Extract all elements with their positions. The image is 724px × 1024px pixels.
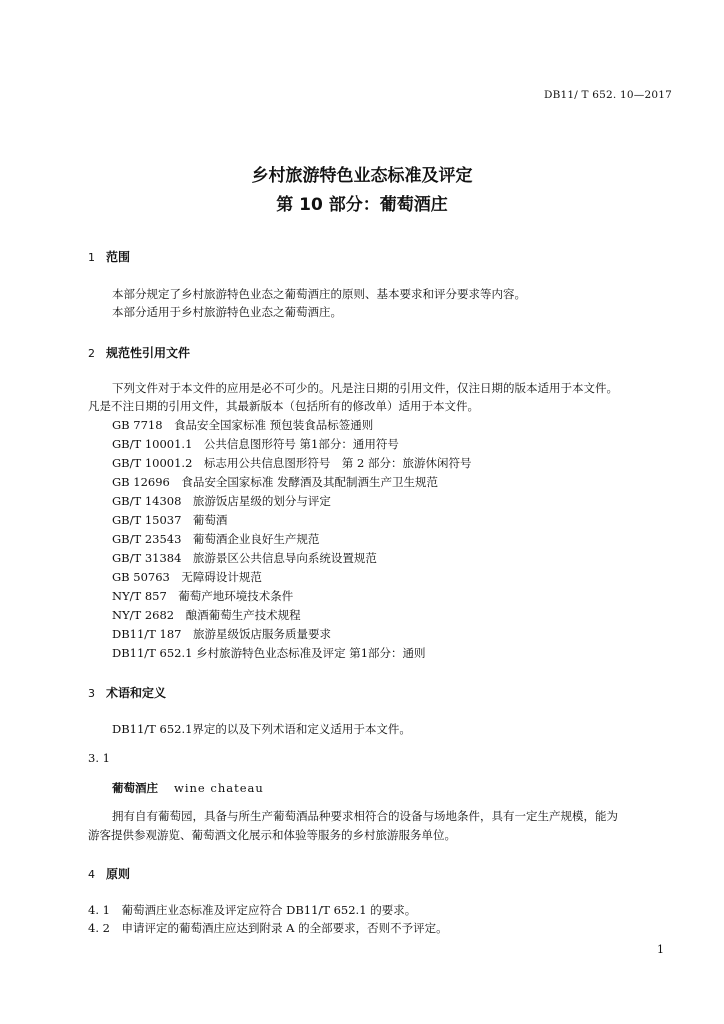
reference-item: GB/T 23543 葡萄酒企业良好生产规范	[112, 532, 320, 546]
reference-item: GB/T 10001.2 标志用公共信息图形符号 第 2 部分：旅游休闲符号	[112, 456, 472, 470]
section-number: 1	[88, 251, 95, 264]
document-title: 乡村旅游特色业态标准及评定	[251, 166, 473, 186]
section-title: 范围	[106, 250, 131, 264]
document-subtitle: 第 10 部分：葡萄酒庄	[276, 195, 448, 215]
section-number: 3	[88, 687, 95, 700]
page-number: 1	[657, 943, 664, 956]
paragraph: DB11/T 652.1界定的以及下列术语和定义适用于本文件。	[112, 722, 411, 736]
reference-item: NY/T 857 葡萄产地环境技术条件	[112, 589, 294, 603]
reference-item: DB11/T 187 旅游星级饭店服务质量要求	[112, 627, 331, 641]
section-1-heading	[88, 248, 130, 265]
clause-item	[88, 903, 416, 917]
clause-number: 4. 1	[88, 903, 110, 917]
term-english: wine chateau	[174, 781, 264, 795]
reference-item: GB/T 31384 旅游景区公共信息导向系统设置规范	[112, 551, 377, 565]
section-title: 术语和定义	[106, 686, 167, 700]
section-2-heading	[88, 344, 190, 361]
reference-item: GB/T 10001.1 公共信息图形符号 第1部分：通用符号	[112, 437, 399, 451]
section-4-heading	[88, 865, 130, 882]
term-entry	[112, 780, 264, 796]
term-chinese: 葡萄酒庄	[112, 781, 158, 795]
subsection-number: 3. 1	[88, 751, 110, 765]
paragraph: 下列文件对于本文件的应用是必不可少的。凡是注日期的引用文件，仅注日期的版本适用于本文件。	[112, 381, 618, 395]
definition: 游客提供参观游览、葡萄酒文化展示和体验等服务的乡村旅游服务单位。	[88, 828, 456, 842]
paragraph: 本部分规定了乡村旅游特色业态之葡萄酒庄的原则、基本要求和评分要求等内容。	[112, 287, 526, 301]
reference-item: GB 12696 食品安全国家标准 发酵酒及其配制酒生产卫生规范	[112, 475, 439, 489]
reference-item: DB11/T 652.1 乡村旅游特色业态标准及评定 第1部分：通则	[112, 646, 426, 660]
section-title: 规范性引用文件	[106, 346, 191, 360]
section-title: 原则	[106, 867, 131, 881]
clause-text: 申请评定的葡萄酒庄应达到附录 A 的全部要求，否则不予评定。	[121, 921, 448, 935]
reference-item: GB/T 14308 旅游饭店星级的划分与评定	[112, 494, 331, 508]
clause-number: 4. 2	[88, 921, 110, 935]
document-code: DB11/ T 652. 10—2017	[543, 89, 672, 101]
reference-item: NY/T 2682 酿酒葡萄生产技术规程	[112, 608, 301, 622]
reference-item: GB/T 15037 葡萄酒	[112, 513, 228, 527]
section-3-heading	[88, 684, 166, 701]
reference-item: GB 7718 食品安全国家标准 预包装食品标签通则	[112, 418, 374, 432]
reference-item: GB 50763 无障碍设计规范	[112, 570, 262, 584]
clause-text: 葡萄酒庄业态标准及评定应符合 DB11/T 652.1 的要求。	[121, 903, 417, 917]
paragraph: 本部分适用于乡村旅游特色业态之葡萄酒庄。	[112, 305, 342, 319]
paragraph: 凡是不注日期的引用文件，其最新版本（包括所有的修改单）适用于本文件。	[88, 399, 479, 413]
section-number: 2	[88, 347, 95, 360]
clause-item	[88, 921, 448, 935]
definition: 拥有自有葡萄园，具备与所生产葡萄酒品种要求相符合的设备与场地条件，具有一定生产规模，能为	[112, 809, 618, 823]
section-number: 4	[88, 868, 95, 881]
